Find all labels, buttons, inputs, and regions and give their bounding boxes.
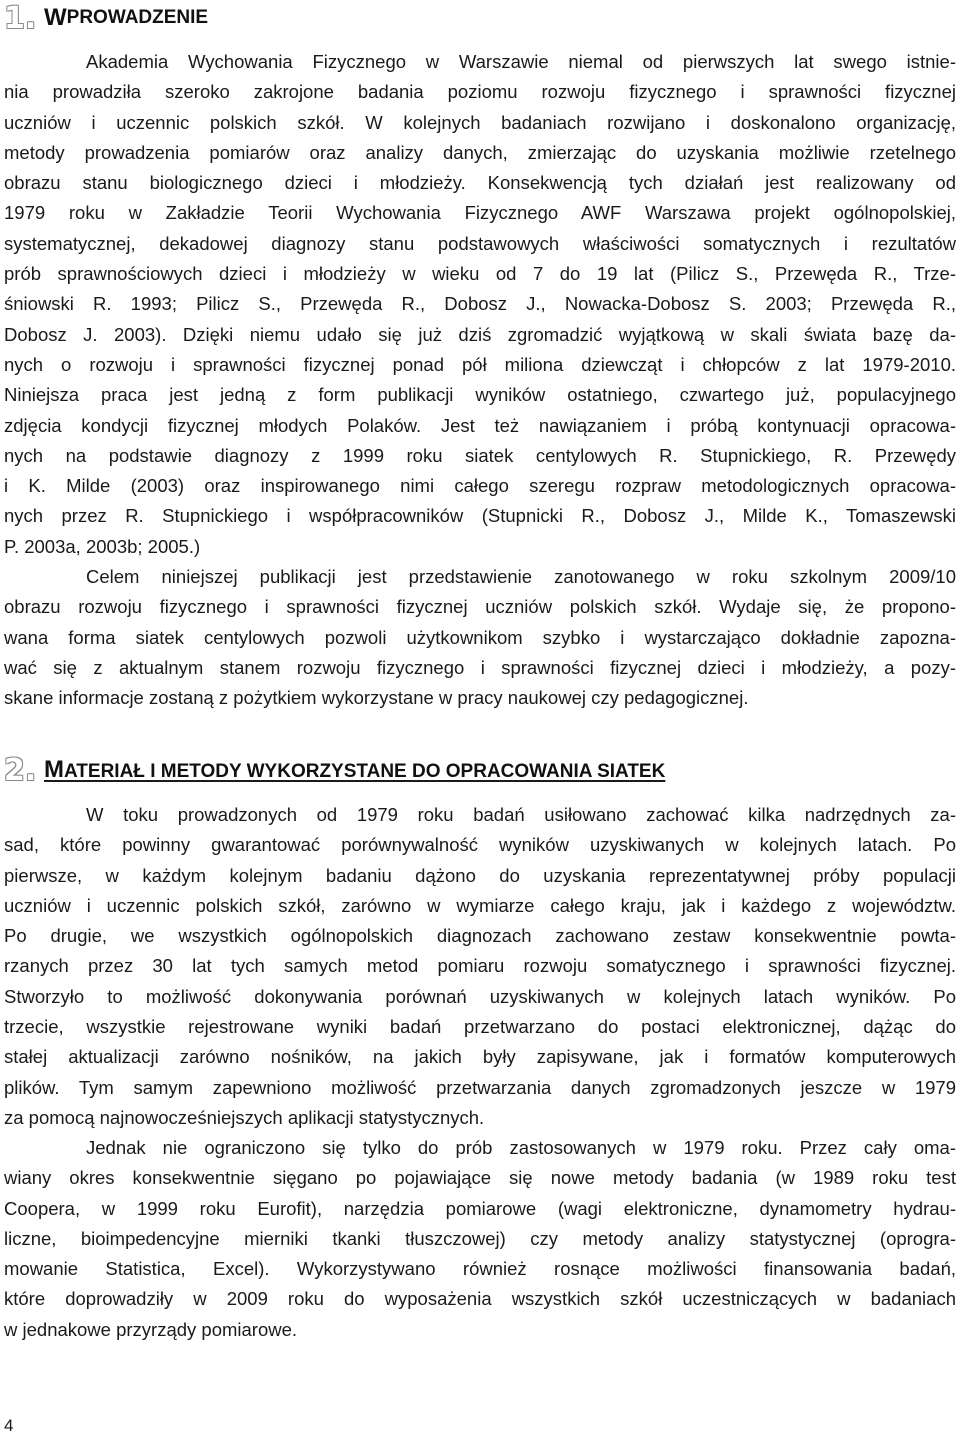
text-line: sad, które powinny gwarantować porównywalność wyników uzyskiwanych w kolejnych latach. Po [4, 834, 956, 856]
text-line: liczne, bioimpedencyjne mierniki tkanki tłuszczowej) czy metody analizy statystycznej (oprogra- [4, 1227, 956, 1249]
text-line: Stworzyło to możliwość dokonywania porównań uzyskiwanych w kolejnych latach wyników. Po [4, 985, 956, 1007]
text-line: 1979 roku w Zakładzie Teorii Wychowania Fizycznego AWF Warszawa projekt ogólnopolskiej, [4, 202, 956, 224]
text-line: rzanych przez 30 lat tych samych metod pomiaru rozwoju somatycznego i sprawności fizycznej. [4, 955, 956, 977]
text-line: obrazu stanu biologicznego dzieci i młodzieży. Konsekwencją tych działań jest realizowany od [4, 172, 956, 194]
text-line: obrazu rozwoju fizycznego i sprawności fizycznej uczniów polskich szkół. Wydaje się, że propono- [4, 596, 956, 618]
text-line: Jednak nie ograniczono się tylko do prób zastosowanych w 1979 roku. Przez cały oma- [86, 1137, 956, 1158]
section-1-title-initial: W [44, 4, 67, 31]
tools-paragraph [4, 1133, 956, 1345]
text-line: Coopera, w 1999 roku Eurofit), narzędzia pomiarowe (wagi elektroniczne, dynamometry hydrau- [4, 1197, 956, 1219]
text-line: i K. Milde (2003) oraz inspirowanego nimi całego szeregu rozpraw metodologicznych opracowa- [4, 475, 956, 497]
text-line: pierwsze, w każdym kolejnym badaniu dążono do uzyskania reprezentatywnej próby populacji [4, 864, 956, 886]
text-line: stałej aktualizacji zarówno nośników, na jakich były zapisywane, jak i formatów komputerowych [4, 1046, 956, 1068]
text-line: w jednakowe przyrządy pomiarowe. [4, 1318, 298, 1340]
text-line: W toku prowadzonych od 1979 roku badań usiłowano zachować kilka nadrzędnych za- [86, 804, 956, 825]
text-line: wać się z aktualnym stanem rozwoju fizycznego i sprawności fizycznej dzieci i młodzieży, a pozy- [4, 656, 956, 678]
section-1-title-rest: PROWADZENIE [66, 7, 209, 28]
text-line: uczniów i uczennic polskich szkół, zarówno w wymiarze całego kraju, jak i każdego z województw. [4, 894, 956, 916]
text-line: plików. Tym samym zapewniono możliwość przetwarzania danych zgromadzonych jeszcze w 1979 [4, 1076, 956, 1098]
text-line: wana forma siatek centylowych pozwoli użytkownikom szybko i wystarczająco dokładnie zapozna- [4, 626, 956, 648]
section-2-heading [4, 752, 665, 788]
section-2-title-initial: M [44, 756, 64, 783]
text-line: za pomocą najnowocześniejszych aplikacji statystycznych. [4, 1106, 485, 1128]
text-line: metody prowadzenia pomiarów oraz analizy danych, zmierzając do uzyskania możliwie rzetelnego [4, 141, 956, 163]
section-1-heading [4, 0, 208, 36]
text-line: Dobosz J. 2003). Dzięki niemu udało się już dziś zgromadzić wyjątkową w skali świata bazę da- [4, 323, 956, 345]
methods-paragraph [4, 800, 956, 1133]
text-line: mowanie Statistica, Excel). Wykorzystywano również rosnące możliwości finansowania badań, [4, 1258, 956, 1280]
text-line: Celem niniejszej publikacji jest przedstawienie zanotowanego w roku szkolnym 2009/10 [86, 566, 956, 587]
text-line: uczniów i uczennic polskich szkół. W kolejnych badaniach rozwijano i doskonalono organizację, [4, 111, 956, 133]
text-line: nych przez R. Stupnickiego i współpracowników (Stupnicki R., Dobosz J., Milde K., Tomaszewski [4, 505, 956, 527]
text-line: P. 2003a, 2003b; 2005.) [4, 535, 201, 557]
text-line: wiany okres konsekwentnie sięgano po pojawiające się nowe metody badania (w 1989 roku test [4, 1167, 956, 1189]
section-2-title-rest: ATERIAŁ I METODY WYKORZYSTANE DO OPRACOWANIA SIATEK [64, 761, 666, 782]
section-2-number: 2. [4, 752, 37, 788]
text-line: nych na podstawie diagnozy z 1999 roku siatek centylowych R. Stupnickiego, R. Przewędy [4, 444, 956, 466]
intro-paragraph [4, 47, 956, 562]
page-number: 4 [4, 1416, 14, 1435]
text-line: trzecie, wszystkie rejestrowane wyniki badań przetwarzano do postaci elektronicznej, dążąc do [4, 1016, 956, 1038]
text-line: prób sprawnościowych dzieci i młodzieży w wieku od 7 do 19 lat (Pilicz S., Przewęda R., Trze- [4, 263, 956, 285]
text-line: Niniejsza praca jest jedną z form publikacji wyników ostatniego, czwartego już, populacyjnego [4, 384, 956, 406]
text-line: skane informacje zostaną z pożytkiem wykorzystane w pracy naukowej czy pedagogicznej. [4, 687, 749, 709]
text-line: systematycznej, dekadowej diagnozy stanu podstawowych właściwości somatycznych i rezultatów [4, 232, 956, 254]
text-line: nia prowadziła szeroko zakrojone badania poziomu rozwoju fizycznego i sprawności fizycznej [4, 81, 956, 103]
text-line: które doprowadziły w 2009 roku do wyposażenia wszystkich szkół uczestniczących w badaniach [4, 1288, 956, 1310]
text-line: zdjęcia kondycji fizycznej młodych Polaków. Jest też nawiązaniem i próbą kontynuacji opracowa- [4, 414, 956, 436]
text-line: śniowski R. 1993; Pilicz S., Przewęda R., Dobosz J., Nowacka-Dobosz S. 2003; Przewęda R., [4, 293, 956, 315]
purpose-paragraph [4, 562, 956, 713]
section-1-number: 1. [4, 0, 37, 36]
text-line: nych o rozwoju i sprawności fizycznej ponad pół miliona dziewcząt i chłopców z lat 1979-2010. [4, 353, 956, 375]
text-line: Akademia Wychowania Fizycznego w Warszawie niemal od pierwszych lat swego istnie- [86, 51, 956, 72]
text-line: Po drugie, we wszystkich ogólnopolskich diagnozach zachowano zestaw konsekwentnie powta- [4, 925, 956, 947]
